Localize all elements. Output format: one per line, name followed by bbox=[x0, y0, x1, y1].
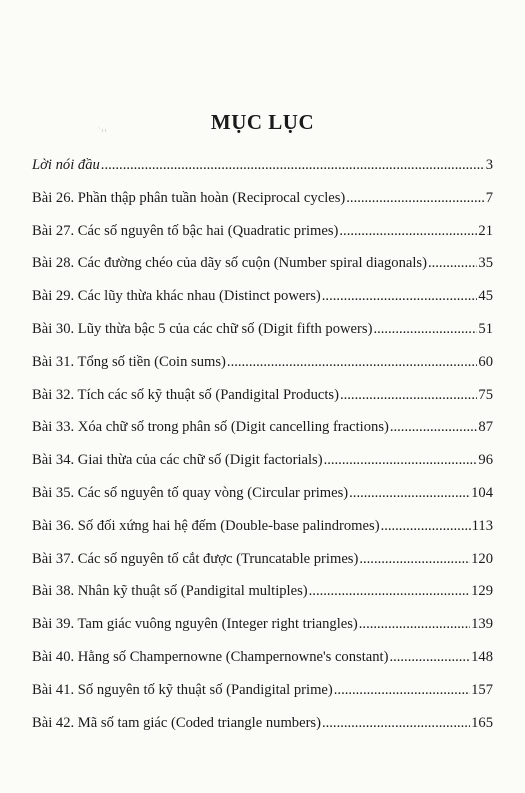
toc-entry[interactable] bbox=[32, 641, 493, 674]
toc-entry-label: Bài 38. Nhân kỹ thuật số (Pandigital multiples) bbox=[32, 583, 308, 600]
toc-entry[interactable] bbox=[32, 379, 493, 412]
dot-leader bbox=[309, 575, 470, 608]
toc-entry-page-number: 129 bbox=[471, 583, 493, 600]
dot-leader bbox=[428, 247, 477, 280]
toc-entry-label: Bài 39. Tam giác vuông nguyên (Integer right triangles) bbox=[32, 616, 358, 633]
toc-entry-label: Bài 37. Các số nguyên tố cắt được (Truncatable primes) bbox=[32, 550, 359, 567]
toc-entry-page-number: 96 bbox=[478, 452, 493, 469]
toc-entry[interactable] bbox=[32, 280, 493, 313]
toc-entry-label: Bài 27. Các số nguyên tố bậc hai (Quadratic primes) bbox=[32, 222, 339, 239]
toc-entry[interactable] bbox=[32, 444, 493, 477]
dot-leader bbox=[334, 674, 470, 707]
toc-entry-page-number: 157 bbox=[471, 681, 493, 698]
toc-entry-label: Bài 32. Tích các số kỹ thuật số (Pandigital Products) bbox=[32, 386, 339, 403]
dot-leader bbox=[381, 510, 471, 543]
toc-entry-page-number: 139 bbox=[471, 616, 493, 633]
toc-entry[interactable] bbox=[32, 247, 493, 280]
dot-leader bbox=[349, 477, 470, 510]
toc-entry[interactable] bbox=[32, 149, 493, 182]
dot-leader bbox=[390, 411, 478, 444]
toc-entry-page-number: 21 bbox=[478, 222, 493, 239]
toc-entry-page-number: 87 bbox=[478, 419, 493, 436]
toc-entry-page-number: 35 bbox=[478, 255, 493, 272]
toc-entry-label: Bài 26. Phần thập phân tuần hoàn (Reciprocal cycles) bbox=[32, 189, 346, 206]
paper-speck: ˋ ι ι bbox=[98, 128, 107, 134]
table-of-contents bbox=[32, 149, 493, 739]
toc-entry[interactable] bbox=[32, 608, 493, 641]
toc-entry-page-number: 165 bbox=[471, 714, 493, 731]
toc-entry-page-number: 104 bbox=[471, 484, 493, 501]
page-title: MỤC LỤC bbox=[210, 110, 315, 134]
toc-entry[interactable] bbox=[32, 674, 493, 707]
toc-entry[interactable] bbox=[32, 346, 493, 379]
dot-leader bbox=[359, 543, 470, 576]
toc-entry-label: Bài 31. Tổng số tiền (Coin sums) bbox=[32, 353, 226, 370]
toc-entry[interactable] bbox=[32, 411, 493, 444]
toc-entry[interactable] bbox=[32, 313, 493, 346]
toc-entry-label: Lời nói đầu bbox=[32, 157, 100, 173]
toc-entry[interactable] bbox=[32, 543, 493, 576]
toc-entry-label: Bài 41. Số nguyên tố kỹ thuật số (Pandigital prime) bbox=[32, 681, 333, 698]
toc-entry-page-number: 75 bbox=[478, 386, 493, 403]
dot-leader bbox=[389, 641, 470, 674]
dot-leader bbox=[373, 313, 477, 346]
dot-leader bbox=[346, 182, 484, 215]
toc-entry-page-number: 60 bbox=[478, 353, 493, 370]
dot-leader bbox=[227, 346, 477, 379]
toc-entry[interactable] bbox=[32, 575, 493, 608]
dot-leader bbox=[339, 215, 477, 248]
toc-entry-page-number: 3 bbox=[485, 157, 493, 173]
dot-leader bbox=[340, 379, 477, 412]
toc-entry[interactable] bbox=[32, 215, 493, 248]
dot-leader bbox=[322, 707, 470, 740]
toc-entry-label: Bài 42. Mã số tam giác (Coded triangle numbers) bbox=[32, 714, 321, 731]
dot-leader bbox=[101, 149, 485, 182]
toc-entry-label: Bài 30. Lũy thừa bậc 5 của các chữ số (Digit fifth powers) bbox=[32, 320, 373, 337]
toc-entry-page-number: 51 bbox=[478, 320, 493, 337]
toc-entry-page-number: 45 bbox=[478, 288, 493, 305]
toc-entry-page-number: 148 bbox=[471, 648, 493, 665]
toc-entry-label: Bài 29. Các lũy thừa khác nhau (Distinct powers) bbox=[32, 288, 321, 305]
toc-entry[interactable] bbox=[32, 182, 493, 215]
toc-entry-label: Bài 33. Xóa chữ số trong phân số (Digit cancelling fractions) bbox=[32, 419, 389, 436]
dot-leader bbox=[322, 280, 478, 313]
toc-entry-label: Bài 28. Các đường chéo của dãy số cuộn (Number spiral diagonals) bbox=[32, 255, 427, 272]
toc-entry[interactable] bbox=[32, 707, 493, 740]
toc-entry-label: Bài 40. Hằng số Champernowne (Champernowne's constant) bbox=[32, 648, 389, 665]
toc-entry[interactable] bbox=[32, 510, 493, 543]
toc-entry-page-number: 120 bbox=[471, 550, 493, 567]
toc-entry[interactable] bbox=[32, 477, 493, 510]
toc-entry-page-number: 113 bbox=[471, 517, 493, 534]
dot-leader bbox=[324, 444, 478, 477]
toc-entry-page-number: 7 bbox=[485, 189, 493, 206]
toc-entry-label: Bài 35. Các số nguyên tố quay vòng (Circular primes) bbox=[32, 484, 349, 501]
dot-leader bbox=[359, 608, 470, 641]
toc-entry-label: Bài 36. Số đối xứng hai hệ đếm (Double-base palindromes) bbox=[32, 517, 380, 534]
toc-entry-label: Bài 34. Giai thừa của các chữ số (Digit factorials) bbox=[32, 452, 323, 469]
